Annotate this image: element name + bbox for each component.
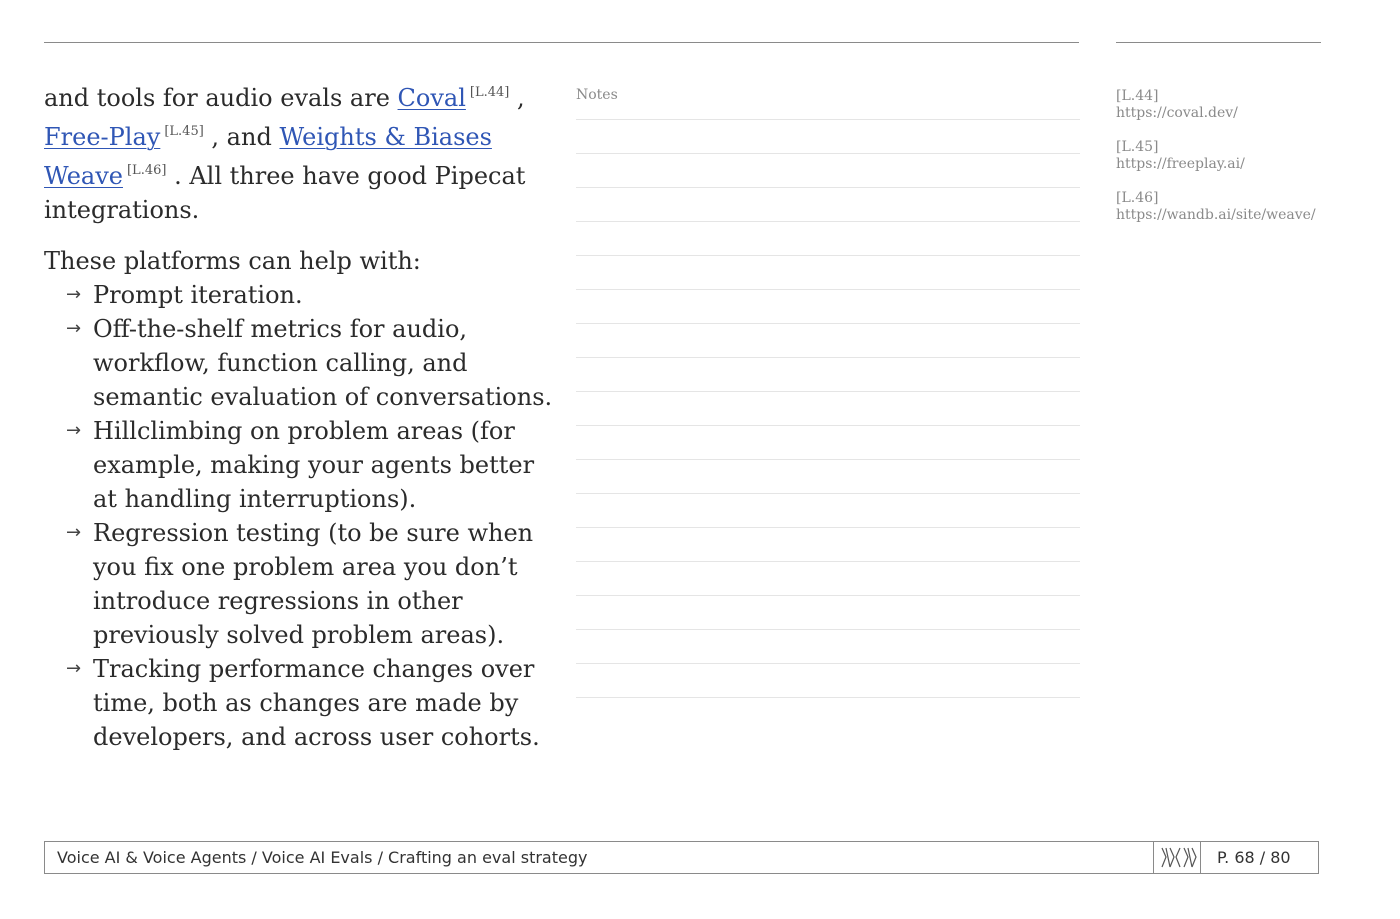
page-footer <box>44 841 1319 874</box>
note-line <box>576 527 1080 528</box>
notes-label: Notes <box>576 87 618 103</box>
arrow-right-icon: → <box>66 318 82 339</box>
bullet-text: Regression testing (to be sure when you fix one problem area you don’t introduce regressions in other previously solved problem areas). <box>93 519 534 649</box>
reference-l44 <box>1116 88 1346 122</box>
logo-mark-icon <box>1153 842 1201 873</box>
note-line <box>576 153 1080 154</box>
note-line <box>576 391 1080 392</box>
page-number: P. 68 / 80 <box>1217 848 1291 867</box>
ref-marker-l46: [L.46] <box>126 163 167 178</box>
intro-paragraph <box>44 76 564 227</box>
arrow-right-icon: → <box>66 284 82 305</box>
note-line <box>576 255 1080 256</box>
notes-area[interactable] <box>576 84 1080 106</box>
intro-text-2: , <box>509 84 525 112</box>
bullet-text: Prompt iteration. <box>93 281 303 309</box>
breadcrumb[interactable]: Voice AI & Voice Agents / Voice AI Evals / Crafting an eval strategy <box>57 848 588 867</box>
weave-link[interactable]: Weights & Biases Weave <box>44 123 492 190</box>
list-item <box>44 278 564 312</box>
arrow-right-icon: → <box>66 420 82 441</box>
coval-link[interactable]: Coval <box>397 84 466 112</box>
ref-marker-l44: [L.44] <box>469 85 510 100</box>
arrow-right-icon: → <box>66 658 82 679</box>
note-line <box>576 425 1080 426</box>
reference-id: [L.46] <box>1116 190 1159 206</box>
intro-text-3: , and <box>203 123 280 151</box>
freeplay-link[interactable]: Free-Play <box>44 123 161 151</box>
note-line <box>576 323 1080 324</box>
note-line <box>576 289 1080 290</box>
list-item <box>44 652 564 754</box>
note-line <box>576 595 1080 596</box>
lead-sentence: These platforms can help with: <box>44 247 421 275</box>
note-line <box>576 187 1080 188</box>
note-line <box>576 629 1080 630</box>
reference-url[interactable]: https://coval.dev/ <box>1116 105 1238 121</box>
top-rule <box>44 42 1079 43</box>
main-text <box>44 76 564 754</box>
reference-id: [L.44] <box>1116 88 1159 104</box>
bullet-text: Off-the-shelf metrics for audio, workflow, function calling, and semantic evaluation of conversations. <box>93 315 553 411</box>
reference-l46 <box>1116 190 1346 224</box>
reference-url[interactable]: https://freeplay.ai/ <box>1116 156 1245 172</box>
note-line <box>576 493 1080 494</box>
bullet-text: Hillclimbing on problem areas (for example, making your agents better at handling interruptions). <box>93 417 535 513</box>
note-line <box>576 697 1080 698</box>
list-item <box>44 516 564 652</box>
reference-l45 <box>1116 139 1346 173</box>
sidebar-top-rule <box>1116 42 1321 43</box>
arrow-right-icon: → <box>66 522 82 543</box>
list-item <box>44 312 564 414</box>
note-line <box>576 663 1080 664</box>
bullet-list <box>44 278 564 754</box>
intro-text-4: . All three have good Pipecat integrations. <box>44 162 526 224</box>
ref-marker-l45: [L.45] <box>164 124 204 139</box>
reference-url[interactable]: https://wandb.ai/site/weave/ <box>1116 207 1316 223</box>
reference-id: [L.45] <box>1116 139 1159 155</box>
list-item <box>44 414 564 516</box>
note-line <box>576 561 1080 562</box>
intro-text-1: and tools for audio evals are <box>44 84 398 112</box>
bullet-text: Tracking performance changes over time, both as changes are made by developers, and across user cohorts. <box>93 655 540 751</box>
link-references <box>1116 88 1346 241</box>
note-line <box>576 459 1080 460</box>
note-line <box>576 221 1080 222</box>
note-line <box>576 119 1080 120</box>
note-line <box>576 357 1080 358</box>
